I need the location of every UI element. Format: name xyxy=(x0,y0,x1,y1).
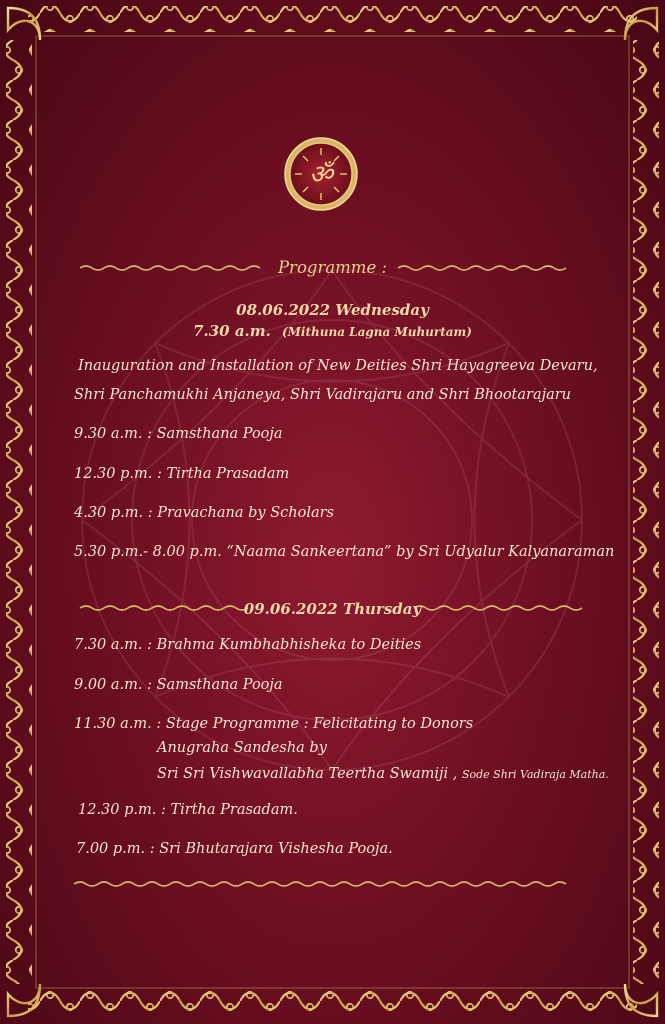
day1-item: 5.30 p.m.- 8.00 p.m. “Naama Sankeertana” by Sri Udyalur Kalyanaraman xyxy=(74,544,615,560)
matha-name: Sode Shri Vadiraja Matha. xyxy=(461,768,609,781)
day1-item: 4.30 p.m. : Pravachana by Scholars xyxy=(74,505,334,521)
om-symbol: ॐ xyxy=(309,160,333,190)
day2-item: 9.00 a.m. : Samsthana Pooja xyxy=(74,677,283,693)
day2-item: 7.00 p.m. : Sri Bhutarajara Vishesha Pooja. xyxy=(76,841,393,857)
day1-time-row xyxy=(0,321,665,340)
day1-description-line1: Inauguration and Installation of New Deities Shri Hayagreeva Devaru, xyxy=(78,358,598,374)
day1-time: 7.30 a.m. xyxy=(193,322,271,340)
day1-muhurtam: (Mithuna Lagna Muhurtam) xyxy=(281,325,472,339)
day1-description-line2: Shri Panchamukhi Anjaneya, Shri Vadirajaru and Shri Bhootarajaru xyxy=(74,387,572,403)
day2-item: 11.30 a.m. : Stage Programme : Felicitating to Donors xyxy=(74,716,474,732)
day1-date: 08.06.2022 Wednesday xyxy=(236,301,429,319)
swamiji-name: Sri Sri Vishwavallabha Teertha Swamiji , xyxy=(157,766,458,782)
day2-stage-line3 xyxy=(157,766,609,782)
day2-date: 09.06.2022 Thursday xyxy=(243,600,422,618)
day1-item: 12.30 p.m. : Tirtha Prasadam xyxy=(74,466,290,482)
day1-item: 9.30 a.m. : Samsthana Pooja xyxy=(74,426,283,442)
day2-item: 12.30 p.m. : Tirtha Prasadam. xyxy=(78,802,298,818)
programme-title: Programme : xyxy=(277,258,388,277)
day2-stage-line2: Anugraha Sandesha by xyxy=(157,740,327,756)
day2-item: 7.30 a.m. : Brahma Kumbhabhisheka to Deities xyxy=(74,637,422,653)
